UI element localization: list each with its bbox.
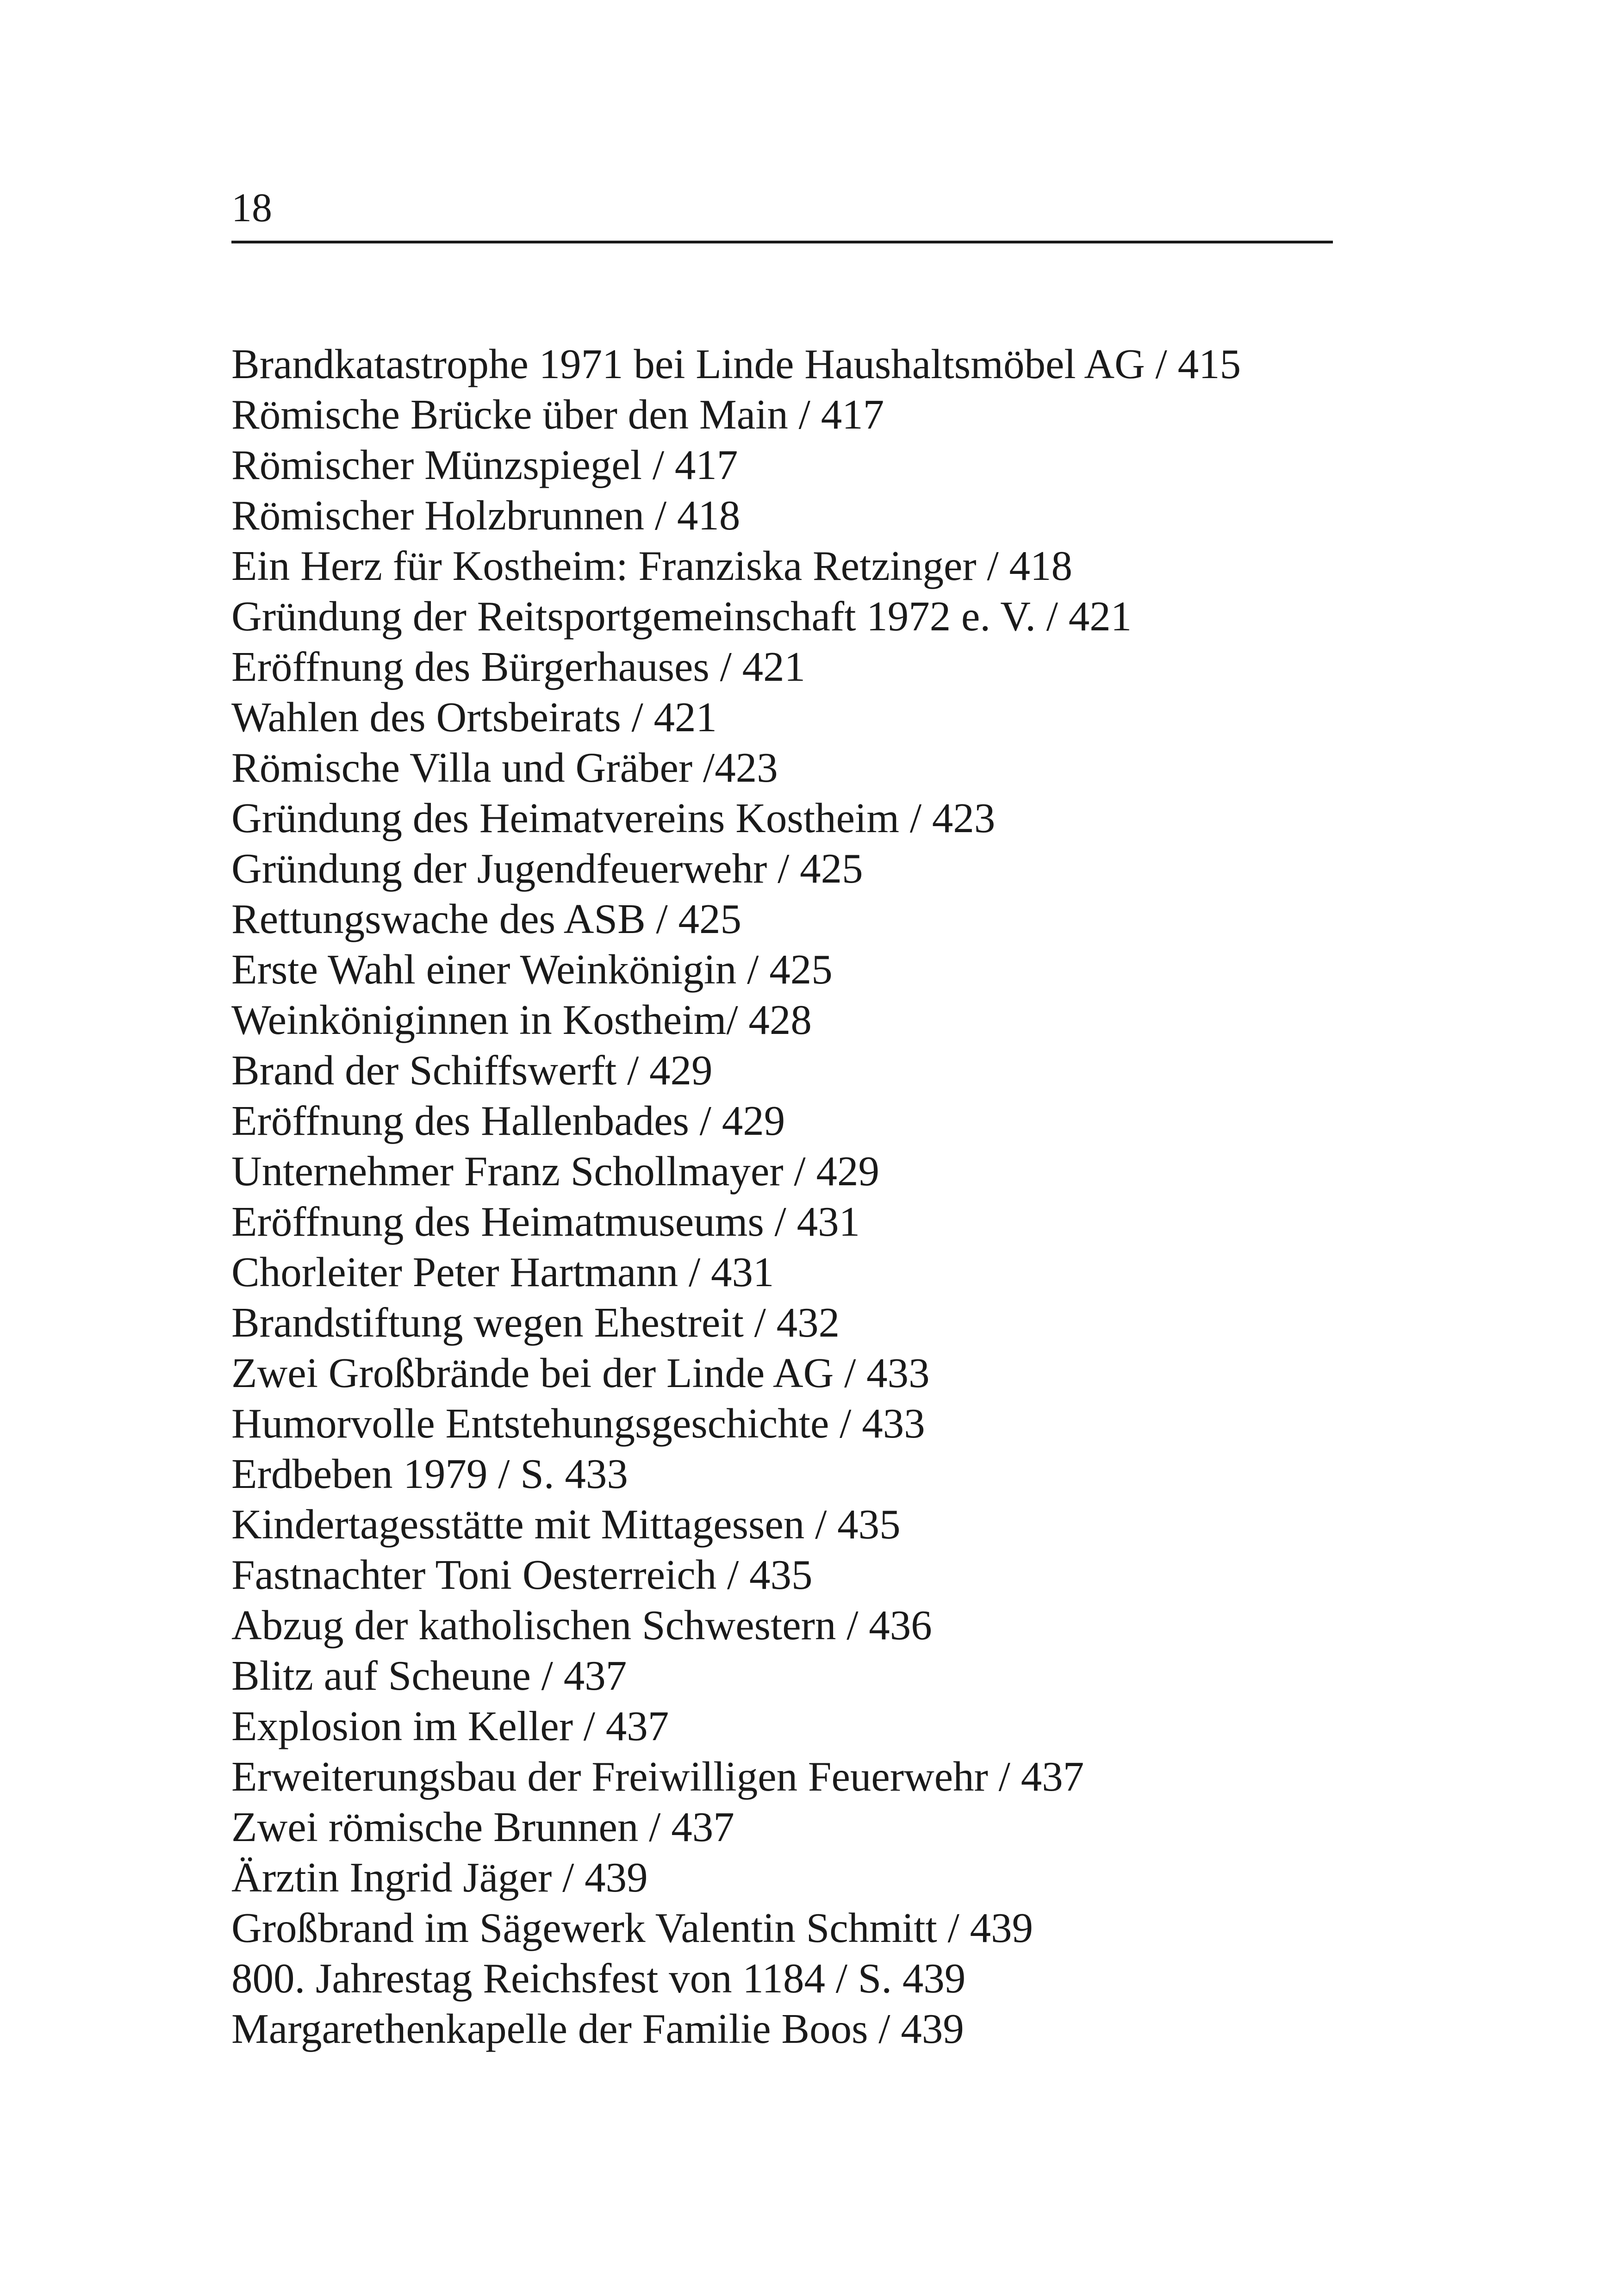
toc-entry: Zwei römische Brunnen / 437 [231, 1804, 734, 1850]
toc-entry: Römischer Münzspiegel / 417 [231, 442, 738, 488]
toc-entry: Margarethenkapelle der Familie Boos / 439 [231, 2005, 964, 2052]
toc-entry: Brand der Schiffswerft / 429 [231, 1047, 713, 1094]
toc-entry: Römische Villa und Gräber /423 [231, 744, 778, 791]
toc-entry: Chorleiter Peter Hartmann / 431 [231, 1249, 774, 1295]
toc-entry: Wahlen des Ortsbeirats / 421 [231, 694, 717, 740]
toc-entry: Eröffnung des Heimatmuseums / 431 [231, 1198, 860, 1245]
toc-entry: Weinköniginnen in Kostheim/ 428 [231, 996, 812, 1043]
toc-entry: Gründung des Heimatvereins Kostheim / 423 [231, 795, 996, 841]
toc-entry: Gründung der Reitsportgemeinschaft 1972 e. V. / 421 [231, 593, 1132, 640]
toc-entry: Brandstiftung wegen Ehestreit / 432 [231, 1299, 840, 1346]
toc-entry: Rettungswache des ASB / 425 [231, 896, 742, 942]
page-header [231, 176, 1333, 243]
toc-entry: Ein Herz für Kostheim: Franziska Retzinger / 418 [231, 542, 1072, 589]
page-number: 18 [231, 186, 272, 230]
toc-entry: Zwei Großbrände bei der Linde AG / 433 [231, 1350, 930, 1396]
toc-entry: Römischer Holzbrunnen / 418 [231, 492, 741, 539]
toc-entry: Eröffnung des Bürgerhauses / 421 [231, 643, 806, 690]
toc-entry: Eröffnung des Hallenbades / 429 [231, 1097, 785, 1144]
toc-entry: Blitz auf Scheune / 437 [231, 1652, 627, 1699]
toc-entry: Gründung der Jugendfeuerwehr / 425 [231, 845, 863, 892]
toc-entry: Unternehmer Franz Schollmayer / 429 [231, 1148, 879, 1195]
toc-entry: Erweiterungsbau der Freiwilligen Feuerwehr / 437 [231, 1753, 1084, 1800]
toc-entry: Römische Brücke über den Main / 417 [231, 391, 884, 438]
toc-entry: Erdbeben 1979 / S. 433 [231, 1450, 628, 1497]
toc-entry: 800. Jahrestag Reichsfest von 1184 / S. 439 [231, 1955, 966, 2002]
toc-entry: Fastnachter Toni Oesterreich / 435 [231, 1551, 813, 1598]
toc-entry: Abzug der katholischen Schwestern / 436 [231, 1602, 932, 1649]
toc-entry: Kindertagesstätte mit Mittagessen / 435 [231, 1501, 901, 1548]
table-of-contents [231, 339, 1342, 2054]
toc-entry: Humorvolle Entstehungsgeschichte / 433 [231, 1400, 925, 1447]
toc-entry: Erste Wahl einer Weinkönigin / 425 [231, 946, 833, 993]
toc-entry: Explosion im Keller / 437 [231, 1703, 669, 1749]
toc-entry: Ärztin Ingrid Jäger / 439 [231, 1854, 648, 1901]
toc-entry: Großbrand im Sägewerk Valentin Schmitt / 439 [231, 1904, 1033, 1951]
toc-entry: Brandkatastrophe 1971 bei Linde Haushaltsmöbel AG / 415 [231, 341, 1241, 387]
